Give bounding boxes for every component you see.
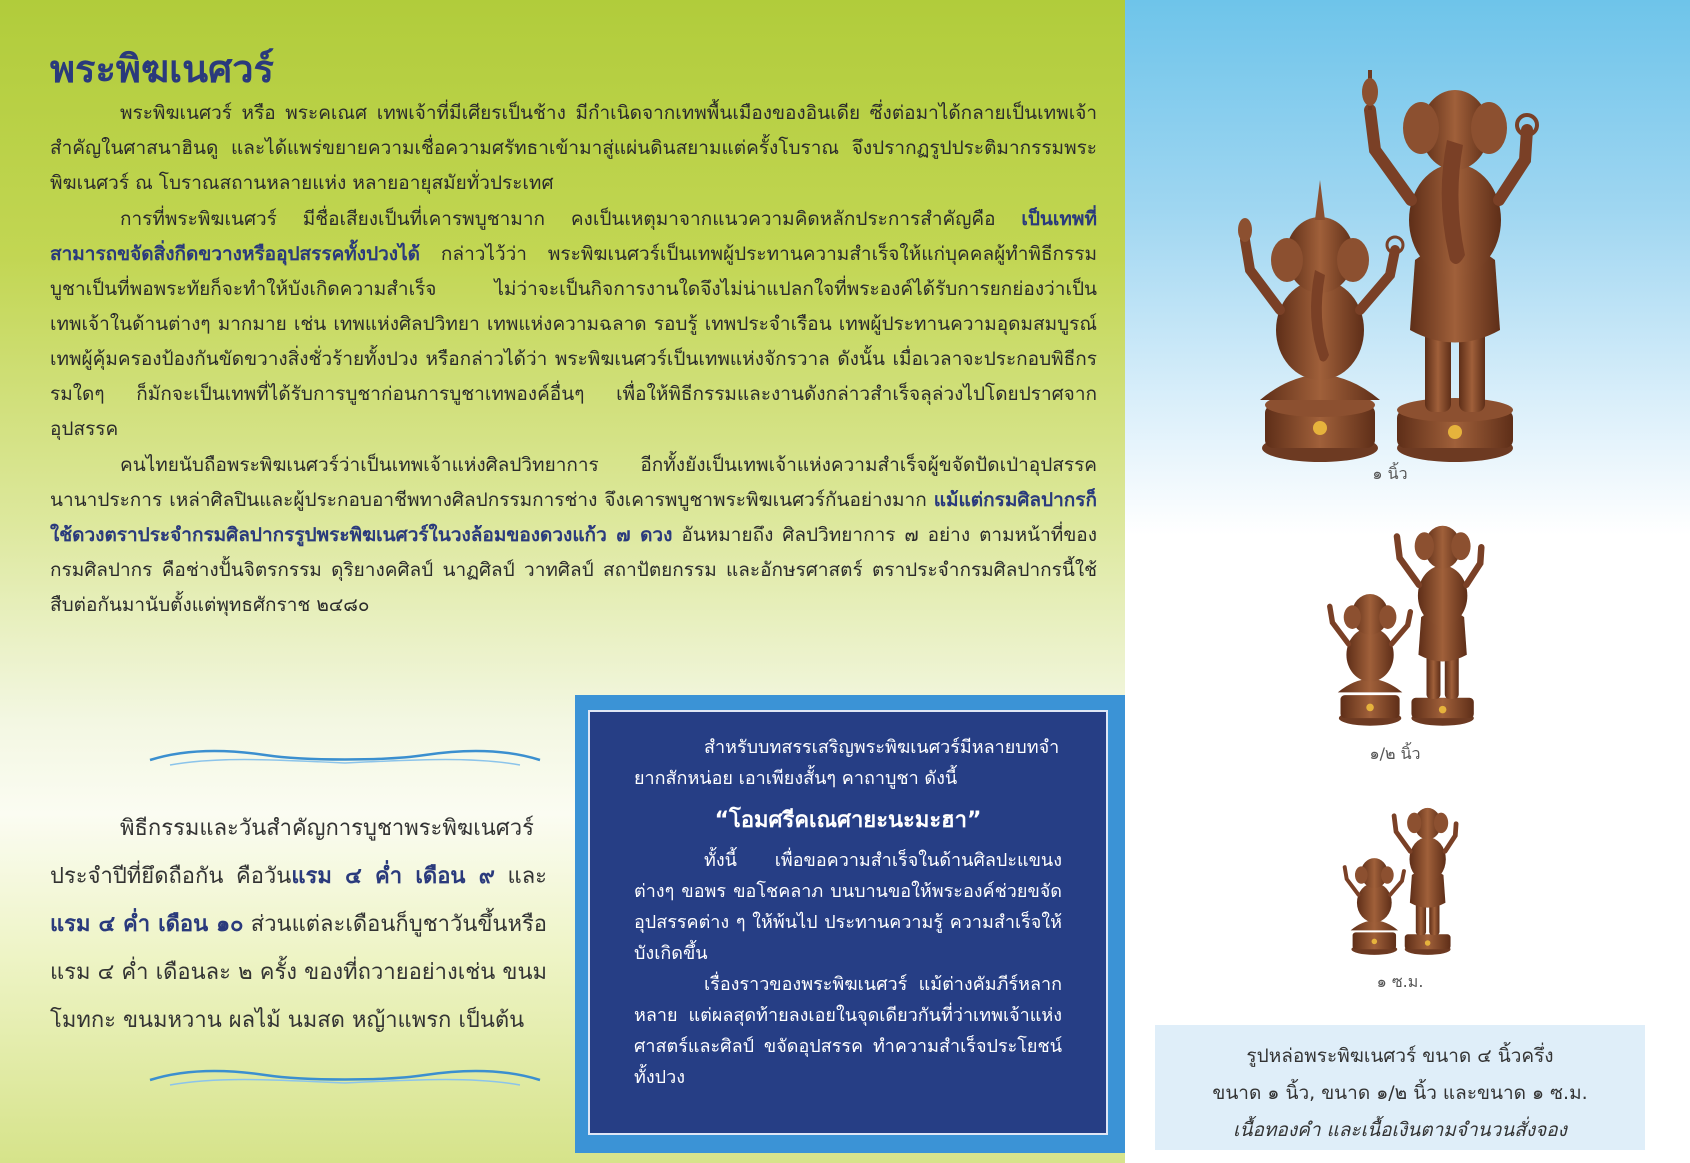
page-title: พระพิฆเนศวร์ (50, 47, 274, 91)
caption-half-inch: ๑/๒ นิ้ว (1369, 744, 1421, 763)
beliefs-text-c: กล่าวไว้ว่า พระพิฆเนศวร์เป็นเทพผู้ประทานความสำเร็จให้แก่บุคคลผู้ทำพิธีกรรมบูชาเป็นที่พอพระทัยก็จะทำให้บังเกิดความสำเร็จ ไม่ว่าจะเป็นกิจการงานใดจึงไม่น่าแปลกใจที่พระองค์ได้รับการยกย่องว่าเป็นเทพเจ้าในด้านต่างๆ มากมาย เช่น เทพแห่งศิลปวิทยา เทพแห่งความฉลาด รอบรู้ เทพประจำเรือน เทพผู้ประทานความอุดมสมบูรณ์ เทพผู้คุ้มครองป้องกันขัดขวางสิ่งชั่วร้ายทั้งปวง หรือกล่าวได้ว่า พระพิฆเนศวร์เป็นเทพแห่งจักรวาล ดังนั้น เมื่อเวลาจะประกอบพิธีกรรมใดๆ ก็มักจะเป็นเทพที่ได้รับการบูชาก่อนการบูชาเทพองค์อื่นๆ เพื่อให้พิธีกรรมและงานดังกล่าวสำเร็จลุล่วงไปโดยปราศจากอุปสรรค (50, 243, 1097, 440)
mantra-intro (634, 732, 1062, 794)
caption-1-cm: ๑ ซ.ม. (1376, 972, 1424, 991)
ganesha-statue-1-cm-image (1320, 800, 1480, 958)
mantra-purpose-text: ทั้งนี้ เพื่อขอความสำเร็จในด้านศิลปะแขนงต่างๆ ขอพร ขอโชคลาภ บนบานขอให้พระองค์ช่วยขจัดอุปสรรคต่าง ๆ ให้พ้นไป ประทานความรู้ ความสำเร็จให้บังเกิดขึ้น (634, 850, 1062, 964)
ritual-text-c: และ (494, 864, 547, 889)
mantra-box (575, 695, 1125, 1153)
mantra-story (634, 969, 1062, 1093)
ganesha-statue-1-inch-image (1225, 70, 1545, 470)
mantra-intro-text: สำหรับบทสรรเสริญพระพิฆเนศวร์มีหลายบทจำยากสักหน่อย เอาเพียงสั้นๆ คาถาบูชา ดังนี้ (634, 737, 1060, 789)
fine-arts-text-c: อันหมายถึง ศิลปวิทยาการ ๗ อย่าง ตามหน้าที่ของกรมศิลปากร คือช่างปั้นจิตรกรรม ดุริยางคศิลป์ นาฏศิลป์ วาทศิลป์ สถาปัตยกรรม และอักษรศาสตร์ ตราประจำกรมศิลปากรนี้ใช้สืบต่อกันมานับตั้งแต่พุทธศักราช ๒๔๘๐ (50, 524, 1097, 616)
ritual-date-2: แรม ๔ ค่ำ เดือน ๑๐ (50, 912, 244, 937)
fine-arts-text-a: คนไทยนับถือพระพิฆเนศวร์ว่าเป็นเทพเจ้าแห่งศิลปวิทยาการ อีกทั้งยังเป็นเทพเจ้าแห่งความสำเร็จผู้ขจัดปัดเป่าอุปสรรคนานาประการ เหล่าศิลปินและผู้ประกอบอาชีพทางศิลปกรรมการช่าง จึงเคารพบูชาพระพิฆเนศวร์กันอย่างมาก (50, 454, 1097, 511)
beliefs-paragraph (50, 202, 1097, 447)
intro-paragraph (50, 96, 1097, 201)
mantra-text: “โอมศรีคเณศายะนะมะฮา” (714, 808, 982, 833)
wave-ornament-top (145, 745, 545, 775)
ritual-date-1: แรม ๔ ค่ำ เดือน ๙ (291, 864, 495, 889)
fine-arts-paragraph (50, 448, 1097, 623)
ritual-paragraph (50, 805, 547, 1045)
fine-arts-highlight: แม้แต่กรมศิลปากรก็ใช้ดวงตราประจำกรมศิลปากรรูปพระพิฆเนศวร์ในวงล้อมของดวงแก้ว ๗ ดวง (50, 489, 1097, 546)
beliefs-highlight: เป็นเทพที่สามารถขจัดสิ่งกีดขวางหรืออุปสรรคทั้งปวงได้ (50, 208, 1097, 265)
product-caption-box (1155, 1025, 1645, 1150)
ganesha-statue-half-inch-image (1305, 515, 1505, 730)
mantra-box-inner (588, 710, 1108, 1135)
caption-line-3: เนื้อทองคำ และเนื้อเงินตามจำนวนสั่งจอง (1233, 1119, 1567, 1141)
mantra-purpose (634, 845, 1062, 969)
caption-line-1: รูปหล่อพระพิฆเนศวร์ ขนาด ๔ นิ้วครึ่ง (1246, 1045, 1554, 1067)
caption-line-2: ขนาด ๑ นิ้ว, ขนาด ๑/๒ นิ้ว และขนาด ๑ ซ.ม. (1212, 1082, 1588, 1104)
beliefs-text-a: การที่พระพิฆเนศวร์ มีชื่อเสียงเป็นที่เคารพบูชามาก คงเป็นเหตุมาจากแนวความคิดหลักประการสำคัญคือ (120, 208, 1022, 230)
mantra-story-text: เรื่องราวของพระพิฆเนศวร์ แม้ต่างคัมภีร์หลากหลาย แต่ผลสุดท้ายลงเอยในจุดเดียวกันที่ว่าเทพเจ้าแห่งศาสตร์และศิลป์ ขจัดอุปสรรค ทำความสำเร็จประโยชน์ทั้งปวง (634, 974, 1062, 1088)
ritual-text-a: พิธีกรรมและวันสำคัญการบูชาพระพิฆเนศวร์ประจำปีที่ยึดถือกัน คือวัน (50, 816, 534, 889)
intro-text: พระพิฆเนศวร์ หรือ พระคเณศ เทพเจ้าที่มีเศียรเป็นช้าง มีกำเนิดจากเทพพื้นเมืองของอินเดีย ซึ่งต่อมาได้กลายเป็นเทพเจ้าสำคัญในศาสนาฮินดู และได้แพร่ขยายความเชื่อความศรัทธาเข้ามาสู่แผ่นดินสยามแต่ครั้งโบราณ จึงปรากฏรูปประติมากรรมพระพิฆเนศวร์ ณ โบราณสถานหลายแห่ง หลายอายุสมัยทั่วประเทศ (50, 102, 1097, 194)
caption-1-inch: ๑ นิ้ว (1372, 464, 1408, 483)
wave-ornament-bottom (145, 1065, 545, 1095)
ritual-text-e: ส่วนแต่ละเดือนก็บูชาวันขึ้นหรือแรม ๔ ค่ำ เดือนละ ๒ ครั้ง ของที่ถวายอย่างเช่น ขนมโมทกะ ขนมหวาน ผลไม้ นมสด หญ้าแพรก เป็นต้น (50, 912, 547, 1033)
